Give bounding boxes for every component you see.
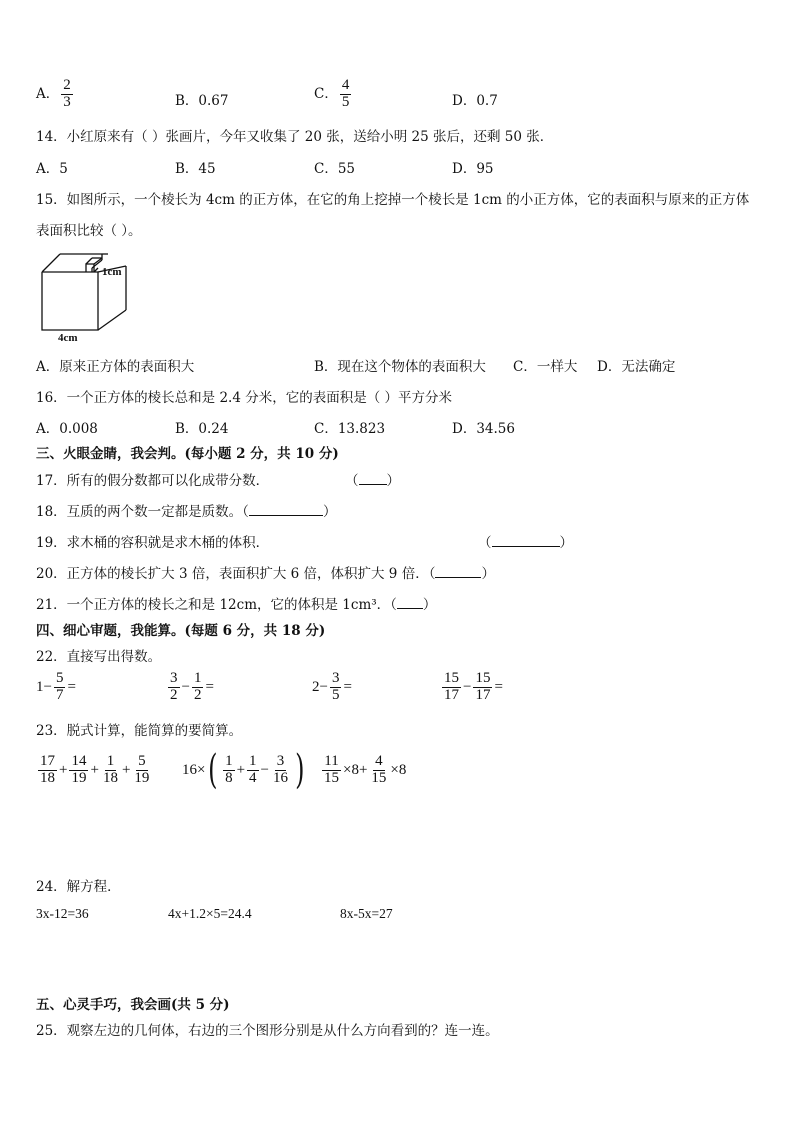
q22-expression-3: 2− $\frac{3}{5}$ = (312, 670, 352, 703)
q24-stem: 24．解方程． (36, 879, 121, 895)
cube-figure (36, 248, 136, 343)
q15-option-b: B．现在这个物体的表面积大 (314, 359, 486, 375)
answer-blank[interactable] (397, 596, 423, 609)
cube-big-edge-label: 4cm (58, 332, 78, 343)
q15-stem-line1: 15．如图所示，一个棱长为 4cm 的正方体，在它的角上挖掉一个棱长是 1cm 的小正方体，它的表面积与原来的正方体 (36, 192, 750, 208)
q20-line: 20．正方体的棱长扩大 3 倍，表面积扩大 6 倍，体积扩大 9 倍．（ ） (36, 566, 495, 582)
q13-option-c: C． $\frac{4}{5}$ (314, 77, 350, 110)
q14-option-d: D．95 (452, 161, 494, 177)
q16-option-c: C．13.823 (314, 421, 386, 437)
q13-option-b: B．0.67 (175, 93, 229, 109)
answer-blank[interactable] (359, 472, 387, 485)
q21-line: 21．一个正方体的棱长之和是 12cm，它的体积是 1cm³．（ ） (36, 597, 437, 613)
q17-answer[interactable]: （ ） (345, 473, 400, 489)
section-3-title: 三、火眼金睛，我会判。(每小题 2 分，共 10 分) (36, 446, 339, 462)
section-5-title: 五、心灵手巧，我会画(共 5 分) (36, 997, 230, 1013)
q14-option-a: A．5 (36, 161, 68, 177)
q22-stem: 22．直接写出得数。 (36, 649, 162, 665)
q24-equation-2: 4x+1.2×5=24.4 (168, 906, 252, 921)
q17-stem: 17．所有的假分数都可以化成带分数． (36, 473, 270, 489)
q16-option-b: B．0.24 (175, 421, 229, 437)
cube-small-edge-label: 1cm (102, 266, 122, 278)
q16-option-a: A．0.008 (36, 421, 98, 437)
q14-option-c: C．55 (314, 161, 356, 177)
q15-option-d: D．无法确定 (597, 359, 676, 375)
q19-stem: 19．求木桶的容积就是求木桶的体积． (36, 535, 270, 551)
q22-expression-4: $\frac{15}{17}$ − $\frac{15}{17}$ = (444, 670, 503, 703)
q13-option-d: D．0.7 (452, 93, 498, 109)
q19-answer[interactable]: （ ） (478, 535, 573, 551)
fraction: $\frac{4}{5}$ (341, 77, 350, 110)
q23-expression-2: 16× ( $\frac{1}{8}$ + $\frac{1}{4}$ − $\frac{3}{16}$ ) (182, 747, 305, 793)
q23-expression-1: $\frac{17}{18}$ + $\frac{14}{19}$ + $\frac{1}{18}$ + $\frac{5}{19}$ (40, 753, 150, 786)
q22-expression-1: 1− $\frac{5}{7}$ = (36, 670, 76, 703)
q15-option-a: A．原来正方体的表面积大 (36, 359, 195, 375)
q15-stem-line2: 表面积比较（ ）。 (36, 223, 142, 239)
q13-option-a: A． $\frac{2}{3}$ (36, 77, 71, 110)
q17-line (36, 469, 269, 489)
answer-blank[interactable] (249, 503, 323, 516)
q15-option-c: C．一样大 (513, 359, 578, 375)
q16-option-d: D．34.56 (452, 421, 515, 437)
section-4-title: 四、细心审题，我能算。(每题 6 分，共 18 分) (36, 623, 326, 639)
answer-blank[interactable] (492, 534, 560, 547)
q23-stem: 23．脱式计算，能简算的要简算。 (36, 723, 243, 739)
q24-equation-1: 3x-12=36 (36, 906, 89, 921)
q25-stem: 25．观察左边的几何体，右边的三个图形分别是从什么方向看到的？连一连。 (36, 1023, 499, 1039)
q22-expression-2: $\frac{3}{2}$ − $\frac{1}{2}$ = (170, 670, 214, 703)
fraction: $\frac{2}{3}$ (63, 77, 71, 110)
q18-line: 18．互质的两个数一定都是质数。（ ） (36, 504, 337, 520)
q14-option-b: B．45 (175, 161, 216, 177)
q24-equation-3: 8x-5x=27 (340, 906, 393, 921)
q14-stem: 14．小红原来有（ ）张画片，今年又收集了 20 张，送给小明 25 张后，还剩 50 张． (36, 129, 554, 145)
answer-blank[interactable] (435, 565, 481, 578)
q23-expression-3: $\frac{11}{15}$ ×8+ $\frac{4}{15}$ ×8 (324, 753, 407, 786)
q16-stem: 16．一个正方体的棱长总和是 2.4 分米，它的表面积是（ ）平方分米 (36, 390, 453, 406)
